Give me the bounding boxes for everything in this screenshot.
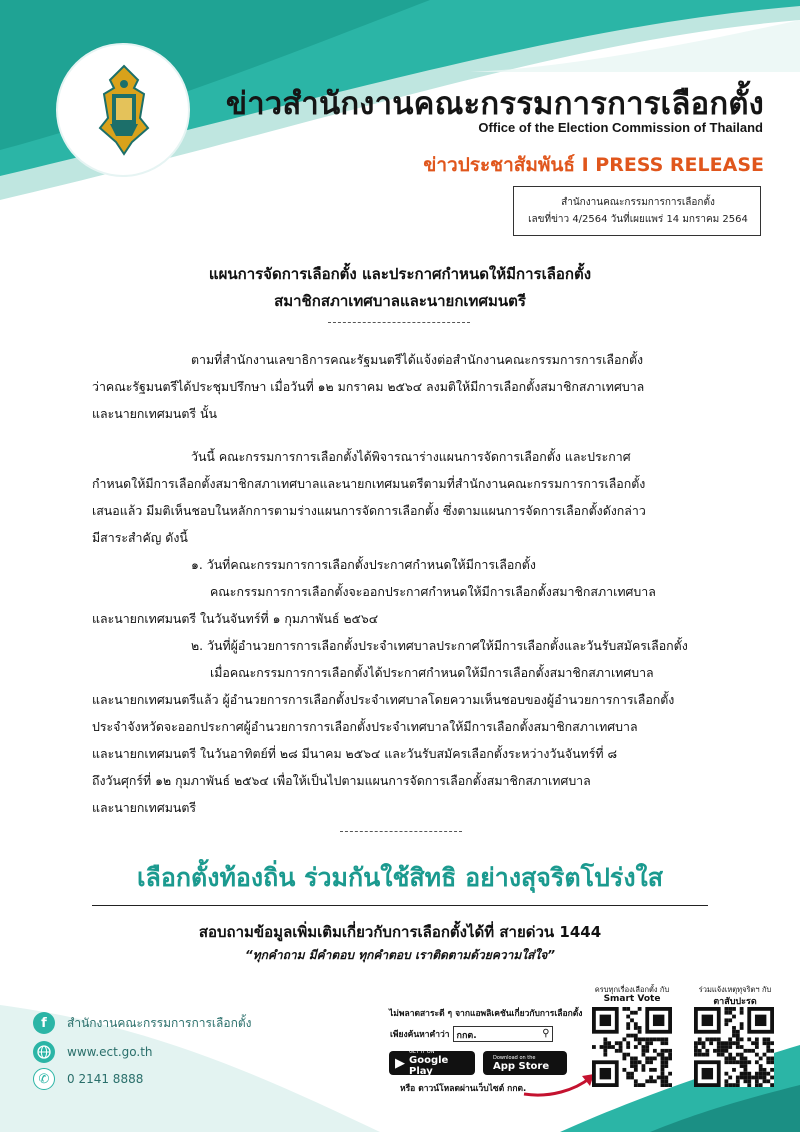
title-divider (328, 322, 470, 323)
phone-icon: ✆ (33, 1068, 55, 1090)
body-paragraph-2 (92, 443, 704, 821)
facebook-icon: f (33, 1012, 55, 1034)
arrow-icon (520, 1070, 600, 1100)
document-title-line2: สมาชิกสภาเทศบาลและนายกเทศมนตรี (274, 292, 526, 310)
reference-office: สำนักงานคณะกรรมการการเลือกตั้ง (561, 197, 715, 208)
app-promo-heading: ไม่พลาดสาระดี ๆ จากแอพลิเคชันเกี่ยวกับการเลือกตั้ง (389, 1009, 583, 1019)
reference-box (513, 186, 761, 236)
body-line: คณะกรรมการการเลือกตั้งจะออกประกาศกำหนดให้มีการเลือกตั้งสมาชิกสภาเทศบาล (210, 584, 656, 599)
google-play-badge[interactable] (389, 1051, 475, 1075)
download-note: หรือ ดาวน์โหลดผ่านเว็บไซต์ กกต. (400, 1084, 527, 1094)
body-line: ว่าคณะรัฐมนตรีได้ประชุมปรึกษา เมื่อวันที่ ๑๒ มกราคม ๒๕๖๔ ลงมติให้มีการเลือกตั้งสมาชิกสภาเทศบาล (92, 379, 645, 394)
header-title-english: Office of the Election Commission of Thailand (478, 120, 763, 135)
phone-label: 0 2141 8888 (67, 1072, 144, 1086)
body-line: ตามที่สำนักงานเลขาธิการคณะรัฐมนตรีได้แจ้งต่อสำนักงานคณะกรรมการการเลือกตั้ง (191, 352, 644, 367)
contact-facebook[interactable] (33, 1011, 251, 1035)
facebook-label: สำนักงานคณะกรรมการการเลือกตั้ง (67, 1015, 252, 1030)
body-line: ถึงวันศุกร์ที่ ๑๒ กุมภาพันธ์ ๒๕๖๔ เพื่อให้เป็นไปตามแผนการจัดการเลือกตั้งสมาชิกสภาเทศบาล (92, 773, 591, 788)
contact-website[interactable] (33, 1040, 153, 1064)
qr1-app-name: Smart Vote (603, 994, 661, 1004)
qr1-caption: ครบทุกเรื่องเลือกตั้ง กับ (594, 985, 670, 994)
google-play-small-text: GET IT ON (409, 1049, 435, 1055)
qr-code-smart-vote[interactable] (592, 1007, 672, 1087)
body-line: ประจำจังหวัดจะออกประกาศผู้อำนวยการการเลือกตั้งประจำเทศบาลให้มีการเลือกตั้งสมาชิกสภาเทศบาล (92, 719, 638, 734)
qr2-app-name: ตาสับปะรด (713, 997, 757, 1007)
qr-code-tasapparod[interactable] (694, 1007, 774, 1087)
contact-phone[interactable] (33, 1067, 143, 1091)
ect-emblem-logo (72, 58, 176, 162)
qr2-caption: ร่วมแจ้งเหตุทุจริตฯ กับ (698, 985, 772, 994)
body-line: และนายกเทศมนตรี นั้น (92, 406, 217, 421)
slogan-rule (92, 905, 708, 906)
body-line: วันนี้ คณะกรรมการการเลือกตั้งได้พิจารณาร่างแผนการจัดการเลือกตั้ง และประกาศ (191, 449, 631, 464)
section-heading-2: ๒. วันที่ผู้อำนวยการการเลือกตั้งประจำเทศบาลประกาศให้มีการเลือกตั้งและวันรับสมัครเลือกตั้ง (191, 638, 688, 653)
body-line: และนายกเทศมนตรี ในวันจันทร์ที่ ๑ กุมภาพันธ์ ๒๕๖๔ (92, 611, 379, 626)
press-release-label: ข่าวประชาสัมพันธ์ I PRESS RELEASE (423, 154, 764, 176)
reference-number-date: เลขที่ข่าว 4/2564 วันที่เผยแพร่ 14 มกราคม 2564 (528, 214, 748, 225)
search-keyword-box (453, 1026, 553, 1042)
body-line: เมื่อคณะกรรมการการเลือกตั้งได้ประกาศกำหนดให้มีการเลือกตั้งสมาชิกสภาเทศบาล (210, 665, 654, 680)
body-end-divider (340, 831, 462, 832)
body-paragraph-1 (92, 346, 704, 427)
website-label: www.ect.go.th (67, 1045, 153, 1059)
search-icon: ⚲ (542, 1028, 550, 1039)
motto-text: “ทุกคำถาม มีคำตอบ ทุกคำตอบ เราติดตามด้วยความใส่ใจ” (244, 948, 556, 962)
campaign-slogan: เลือกตั้งท้องถิ่น ร่วมกันใช้สิทธิ อย่างสุจริตโปร่งใส (136, 863, 663, 892)
body-line: มีสาระสำคัญ ดังนี้ (92, 530, 188, 545)
body-line: และนายกเทศมนตรี ในวันอาทิตย์ที่ ๒๘ มีนาคม ๒๕๖๔ และวันรับสมัครเลือกตั้งระหว่างวันจันทร์ที่ ๘ (92, 746, 618, 761)
search-keyword: กกต. (456, 1031, 477, 1041)
app-search-row (390, 1026, 553, 1042)
body-line: กำหนดให้มีการเลือกตั้งสมาชิกสภาเทศบาลและนายกเทศมนตรีตามที่สำนักงานคณะกรรมการการเลือกตั้ง (92, 476, 646, 491)
google-play-icon: ▶ (395, 1055, 405, 1071)
body-line: เสนอแล้ว มีมติเห็นชอบในหลักการตามร่างแผนการจัดการเลือกตั้ง ซึ่งตามแผนการจัดการเลือกตั้งดังกล่าว (92, 503, 646, 518)
body-line: และนายกเทศมนตรีแล้ว ผู้อำนวยการการเลือกตั้งประจำเทศบาลโดยความเห็นชอบของผู้อำนวยการการเลือกตั้ง (92, 692, 675, 707)
globe-icon (33, 1041, 55, 1063)
body-line: และนายกเทศมนตรี (92, 800, 197, 815)
hotline-text: สอบถามข้อมูลเพิ่มเติมเกี่ยวกับการเลือกตั้งได้ที่ สายด่วน 1444 (198, 923, 602, 941)
section-heading-1: ๑. วันที่คณะกรรมการการเลือกตั้งประกาศกำหนดให้มีการเลือกตั้ง (191, 557, 536, 572)
app-store-small-text: Download on the (493, 1054, 536, 1061)
header-title-thai: ข่าวสำนักงานคณะกรรมการการเลือกตั้ง (225, 86, 764, 122)
app-store-text: App Store (493, 1060, 550, 1072)
search-label: เพียงค้นหาคำว่า (390, 1030, 450, 1040)
document-title-line1: แผนการจัดการเลือกตั้ง และประกาศกำหนดให้มีการเลือกตั้ง (208, 265, 592, 283)
google-play-text: Google Play (409, 1055, 449, 1077)
